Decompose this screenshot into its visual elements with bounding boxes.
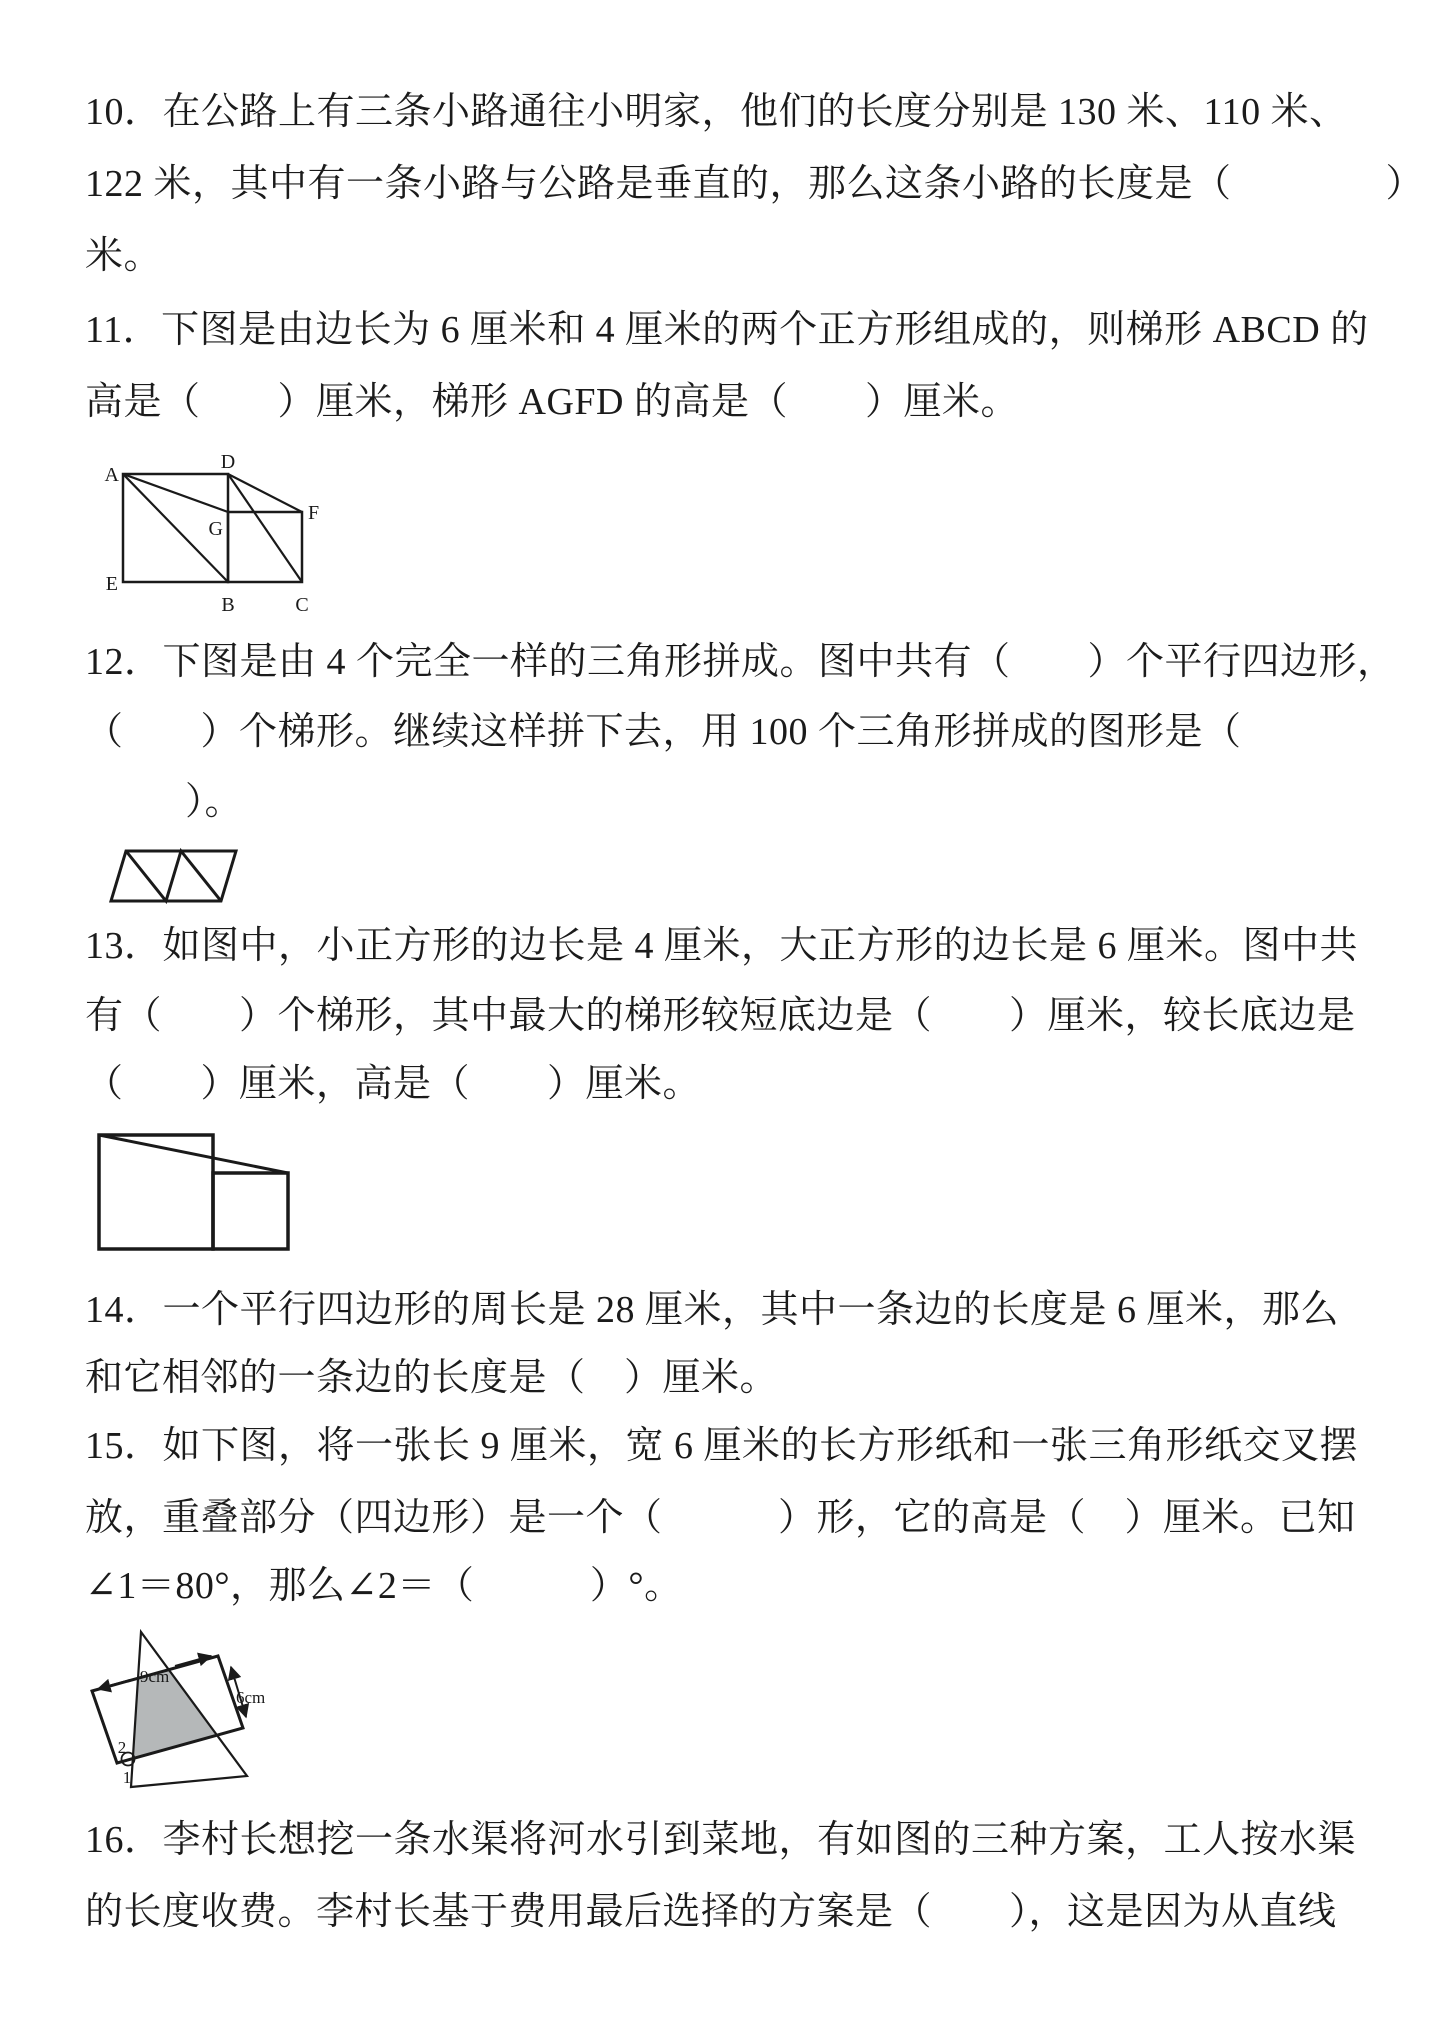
big-square	[99, 1135, 213, 1249]
question-12-line-1: 12．下图是由 4 个完全一样的三角形拼成。图中共有（ ）个平行四边形，	[85, 641, 1396, 683]
vertex-label-A: A	[104, 464, 119, 486]
segment-AG	[123, 474, 228, 512]
length-arrow-left	[98, 1680, 130, 1689]
rect-length-label: 9cm	[140, 1667, 170, 1686]
question-10-line-1: 10．在公路上有三条小路通往小明家，他们的长度分别是 130 米、110 米、	[85, 91, 1348, 133]
vertex-label-D: D	[220, 451, 236, 473]
figure-q12-triangle-strip	[85, 840, 255, 910]
figure-q11-two-squares	[85, 450, 335, 620]
question-14-line-2: 和它相邻的一条边的长度是（ ）厘米。	[85, 1357, 779, 1399]
angle-2-label: 2	[117, 1738, 127, 1757]
rect-width-label: 6cm	[236, 1688, 266, 1707]
question-12-line-3: ）。	[185, 781, 244, 823]
question-16-line-1: 16．李村长想挖一条水渠将河水引到菜地，有如图的三种方案，工人按水渠	[85, 1819, 1357, 1861]
angle-1-label: 1	[122, 1768, 132, 1787]
figure-q15-overlap	[78, 1626, 278, 1801]
question-15-line-3: ∠1＝80°，那么∠2＝（ ）°。	[85, 1565, 683, 1607]
vertex-label-C: C	[295, 594, 309, 616]
slanted-top-line	[99, 1135, 288, 1173]
vertex-label-G: G	[208, 518, 223, 540]
question-10-line-2: 122 米，其中有一条小路与公路是垂直的，那么这条小路的长度是（ ）	[85, 163, 1425, 205]
question-15-line-1: 15．如下图，将一张长 9 厘米，宽 6 厘米的长方形纸和一张三角形纸交叉摆	[85, 1425, 1359, 1467]
segment-DF	[228, 474, 302, 512]
question-13-line-3: （ ）厘米，高是（ ）厘米。	[85, 1063, 702, 1105]
question-11-line-1: 11．下图是由边长为 6 厘米和 4 厘米的两个正方形组成的，则梯形 ABCD 的	[85, 309, 1369, 351]
question-16-line-2: 的长度收费。李村长基于费用最后选择的方案是（ ），这是因为从直线	[85, 1891, 1337, 1933]
vertex-label-E: E	[105, 573, 118, 595]
question-14-line-1: 14．一个平行四边形的周长是 28 厘米，其中一条边的长度是 6 厘米，那么	[85, 1289, 1340, 1331]
question-12-line-2: （ ）个梯形。继续这样拼下去，用 100 个三角形拼成的图形是（	[85, 711, 1242, 753]
small-square	[213, 1173, 288, 1249]
question-11-line-2: 高是（ ）厘米，梯形 AGFD 的高是（ ）厘米。	[85, 381, 1019, 423]
vertex-label-F: F	[308, 502, 320, 524]
segment-DC	[228, 474, 302, 582]
vertex-label-B: B	[221, 594, 235, 616]
figure-q13-two-squares	[90, 1128, 300, 1258]
question-13-line-2: 有（ ）个梯形，其中最大的梯形较短底边是（ ）厘米，较长底边是	[85, 995, 1356, 1037]
strip-zigzag	[126, 851, 221, 901]
small-square	[228, 512, 302, 582]
question-15-line-2: 放，重叠部分（四边形）是一个（ ）形，它的高是（ ）厘米。已知	[85, 1497, 1356, 1539]
question-10-line-3: 米。	[85, 235, 163, 277]
question-13-line-1: 13．如图中，小正方形的边长是 4 厘米，大正方形的边长是 6 厘米。图中共	[85, 925, 1359, 967]
